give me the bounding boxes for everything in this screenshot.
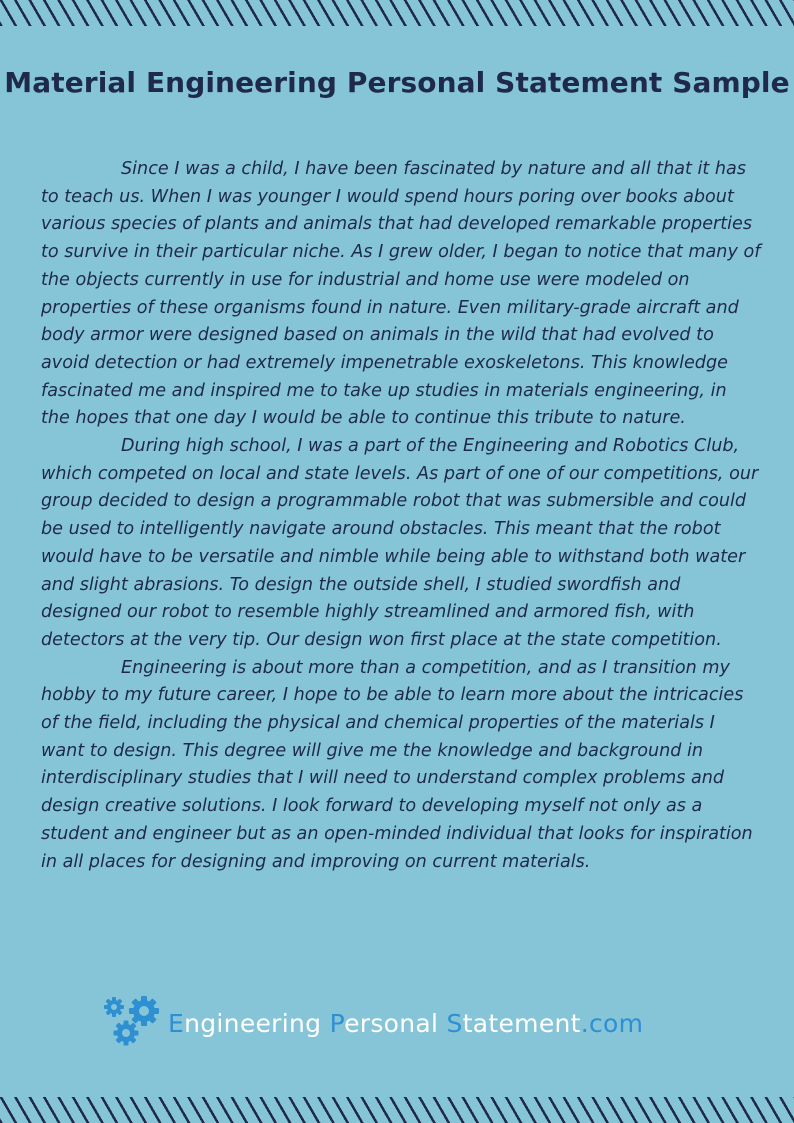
logo-letter-s: S [446, 1008, 463, 1038]
page-title: Material Engineering Personal Statement Sample [4, 66, 790, 99]
statement-body [41, 156, 761, 876]
logo-word-ersonal: ersonal [344, 1008, 447, 1038]
gears-icon [100, 993, 164, 1053]
top-hatched-border [0, 0, 794, 26]
logo-word-tatement: tatement [462, 1008, 581, 1038]
logo-word-ngineering: ngineering [184, 1008, 330, 1038]
paragraph-2: During high school, I was a part of the Engineering and Robotics Club, which competed on local and state levels. As part of one of our competitions, our group decided to design a programmable robot that was submersible and could be used to intelligently navigate around obstacles. This meant that the robot would have to be versatile and nimble while being able to withstand both water and slight abrasions. To design the outside shell, I studied swordfish and designed our robot to resemble highly streamlined and armored fish, with detectors at the very tip. Our design won first place at the state competition. [41, 436, 759, 650]
logo-wordmark [168, 1009, 643, 1038]
logo-letter-p: P [329, 1008, 345, 1038]
paragraph-1: Since I was a child, I have been fascinated by nature and all that it has to teach us. When I was younger I would spend hours poring over books about various species of plants and animals that had developed remarkable properties to survive in their particular niche. As I grew older, I began to notice that many of the objects currently in use for industrial and home use were modeled on properties of these organisms found in nature. Even military-grade aircraft and body armor were designed based on animals in the wild that had evolved to avoid detection or had extremely impenetrable exoskeletons. This knowledge fascinated me and inspired me to take up studies in materials engineering, in the hopes that one day I would be able to continue this tribute to nature. [41, 159, 761, 429]
logo-letter-e: E [168, 1008, 185, 1038]
logo-domain: .com [580, 1008, 644, 1038]
paragraph-3: Engineering is about more than a competition, and as I transition my hobby to my future career, I hope to be able to learn more about the intricacies of the field, including the physical and chemical properties of the materials I want to design. This degree will give me the knowledge and background in interdisciplinary studies that I will need to understand complex problems and design creative solutions. I look forward to developing myself not only as a student and engineer but as an open-minded individual that looks for inspiration in all places for designing and improving on current materials. [41, 657, 753, 872]
site-logo[interactable] [100, 993, 643, 1053]
bottom-hatched-border [0, 1097, 794, 1123]
